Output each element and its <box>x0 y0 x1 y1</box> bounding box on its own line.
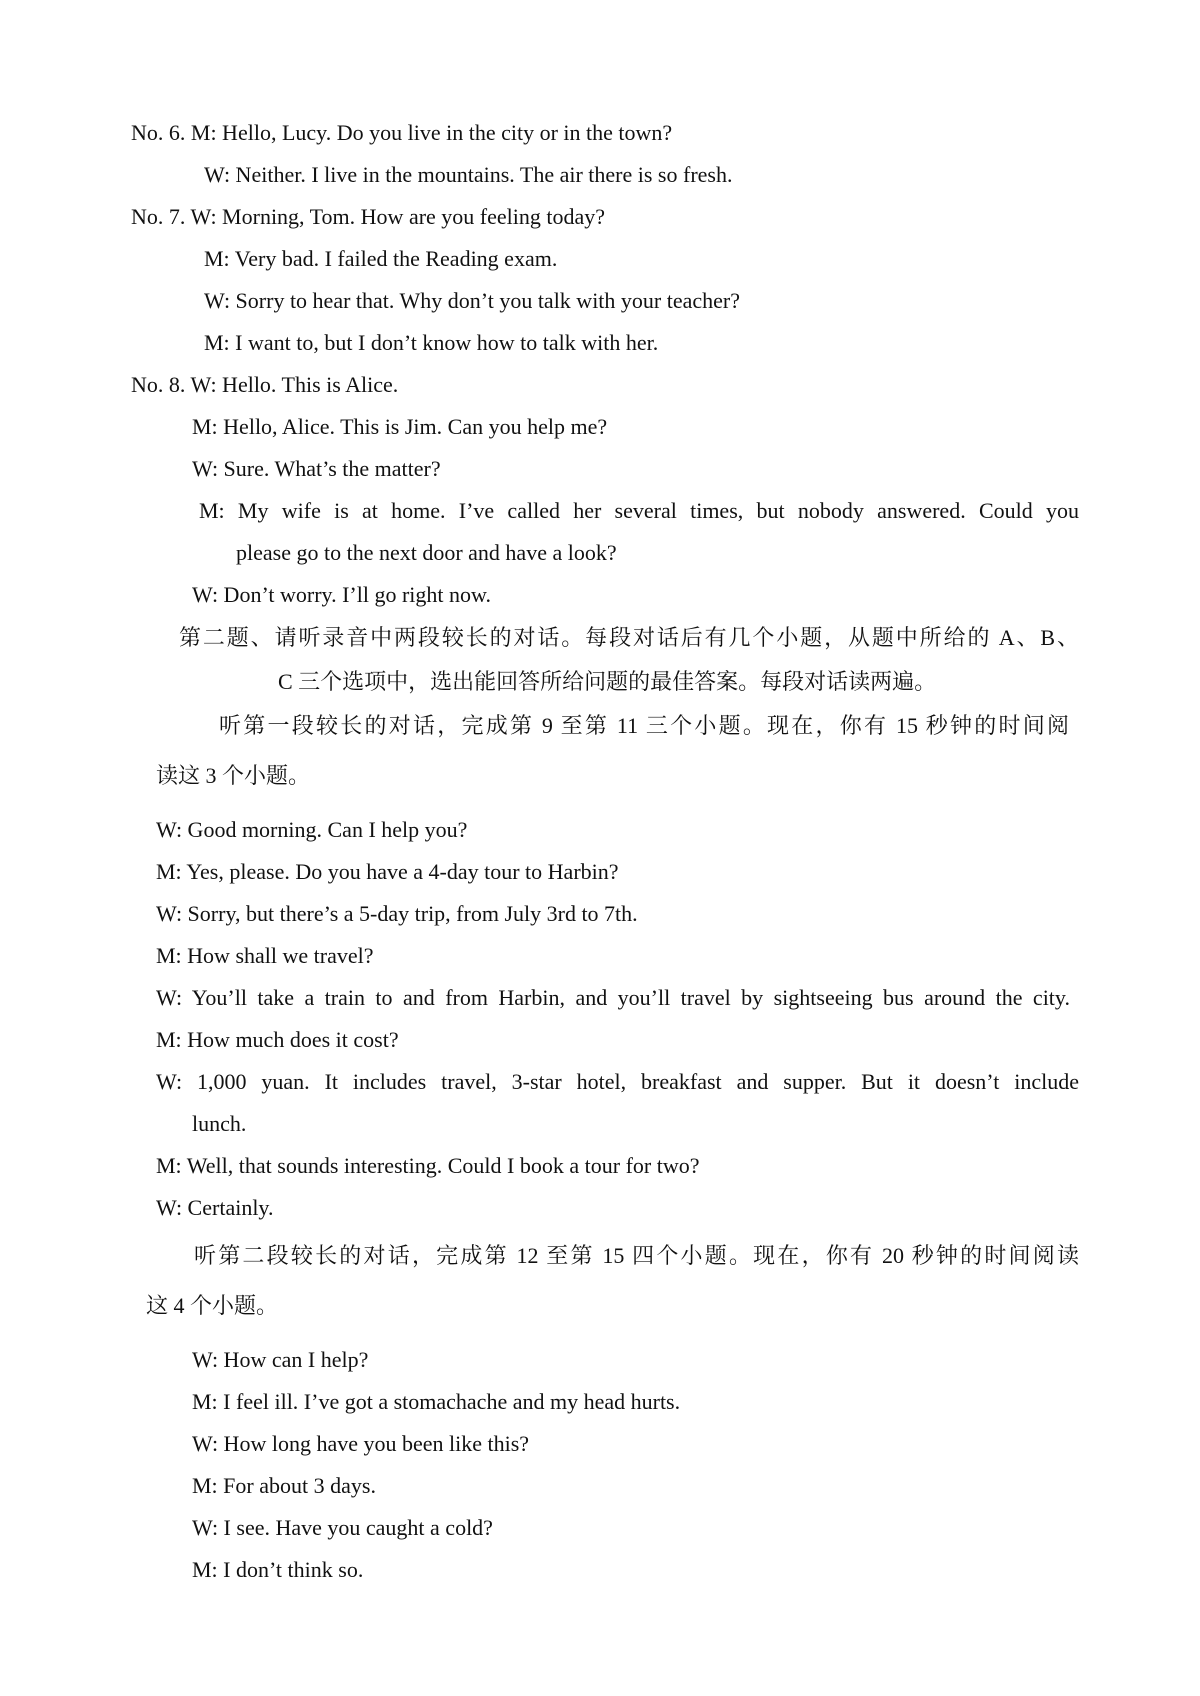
dialogue-line: W: I see. Have you caught a cold? <box>192 1515 493 1540</box>
dialogue-line: M: Very bad. I failed the Reading exam. <box>204 246 558 271</box>
dialogue-line: W: Certainly. <box>156 1195 274 1220</box>
dialogue-line: lunch. <box>192 1111 247 1136</box>
dialogue-line: M: I want to, but I don’t know how to talk with her. <box>204 330 659 355</box>
dialogue-line: W: Don’t worry. I’ll go right now. <box>192 582 491 607</box>
dialogue-line: W: How can I help? <box>192 1347 369 1372</box>
dialogue-line: M: I don’t think so. <box>192 1557 364 1582</box>
dialogue-line: W: Neither. I live in the mountains. The air there is so fresh. <box>204 162 733 187</box>
instruction-text: 读这 3 个小题。 <box>156 763 311 788</box>
dialogue-line: please go to the next door and have a look? <box>236 540 617 565</box>
dialogue-line: M: How shall we travel? <box>156 943 374 968</box>
dialogue-line: M: For about 3 days. <box>192 1473 376 1498</box>
dialogue-line: W: Sorry to hear that. Why don’t you talk with your teacher? <box>204 288 741 313</box>
dialogue-line: No. 6. M: Hello, Lucy. Do you live in the city or in the town? <box>131 120 673 145</box>
dialogue-line: W: Sorry, but there’s a 5-day trip, from July 3rd to 7th. <box>156 901 638 926</box>
instruction-text: 这 4 个小题。 <box>146 1293 279 1318</box>
dialogue-line: No. 7. W: Morning, Tom. How are you feeling today? <box>131 204 606 229</box>
dialogue-line: M: Yes, please. Do you have a 4-day tour to Harbin? <box>156 859 619 884</box>
dialogue-line: W: Sure. What’s the matter? <box>192 456 441 481</box>
section-heading: 第二题、请听录音中两段较长的对话。每段对话后有几个小题，从题中所给的 A、B、 <box>179 625 1079 650</box>
section-heading: C 三个选项中，选出能回答所给问题的最佳答案。每段对话读两遍。 <box>278 669 937 694</box>
instruction-text: 听第二段较长的对话，完成第 12 至第 15 四个小题。现在，你有 20 秒钟的时间阅读 <box>194 1243 1079 1268</box>
dialogue-line: W: You’ll take a train to and from Harbin, and you’ll travel by sightseeing bus around the city. <box>156 985 1070 1010</box>
dialogue-line: M: How much does it cost? <box>156 1027 399 1052</box>
dialogue-line: M: Hello, Alice. This is Jim. Can you help me? <box>192 414 608 439</box>
instruction-text: 听第一段较长的对话，完成第 9 至第 11 三个小题。现在，你有 15 秒钟的时间阅 <box>219 713 1069 738</box>
dialogue-line: W: How long have you been like this? <box>192 1431 530 1456</box>
dialogue-line: W: Good morning. Can I help you? <box>156 817 468 842</box>
dialogue-line: No. 8. W: Hello. This is Alice. <box>131 372 399 397</box>
dialogue-line: W: 1,000 yuan. It includes travel, 3-star hotel, breakfast and supper. But it doesn’t include <box>156 1069 1079 1094</box>
dialogue-line: M: Well, that sounds interesting. Could I book a tour for two? <box>156 1153 700 1178</box>
dialogue-line: M: My wife is at home. I’ve called her several times, but nobody answered. Could you <box>199 498 1079 523</box>
dialogue-line: M: I feel ill. I’ve got a stomachache and my head hurts. <box>192 1389 681 1414</box>
